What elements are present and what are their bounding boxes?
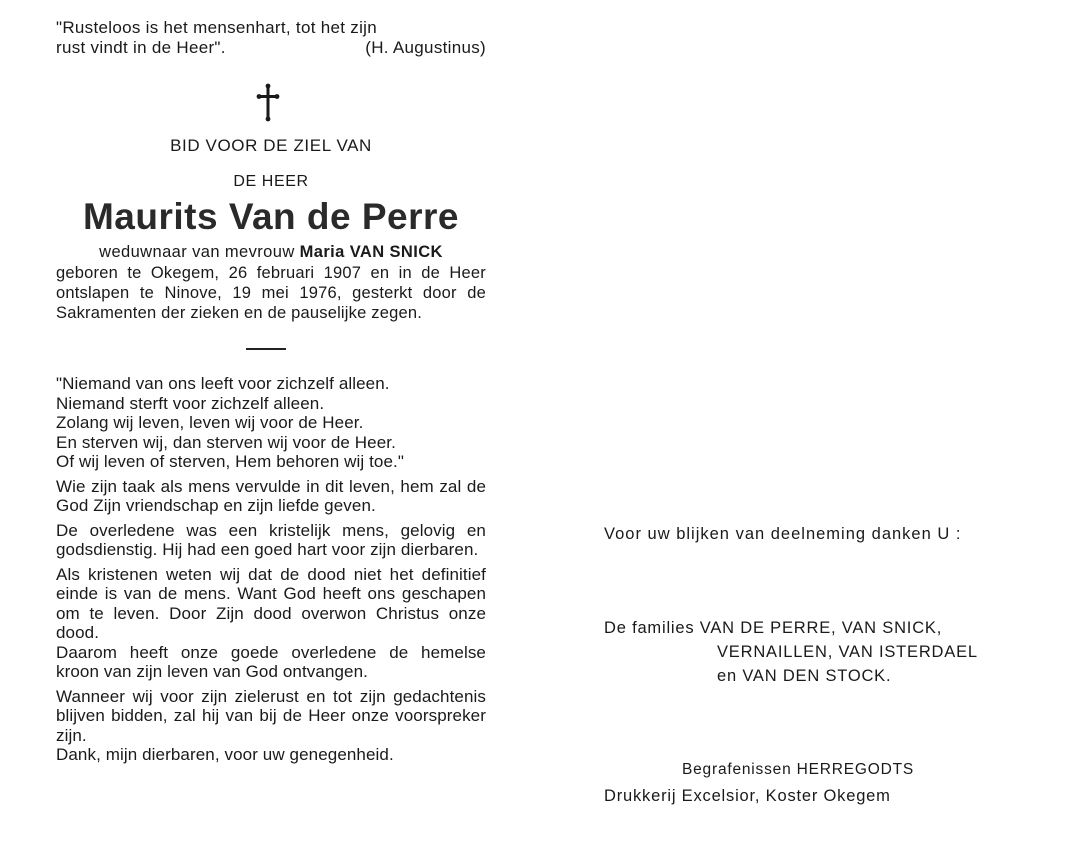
poem-line: Zolang wij leven, leven wij voor de Heer. (56, 413, 364, 432)
widow-prefix: weduwnaar van mevrouw (99, 243, 295, 261)
poem-line: "Niemand van ons leeft voor zichzelf alleen. (56, 374, 390, 393)
spouse-name: Maria VAN SNICK (299, 243, 443, 261)
families-line-1: De families VAN DE PERRE, VAN SNICK, (604, 619, 943, 637)
quote-line-2 (56, 38, 486, 58)
quote-line-1: "Rusteloos is het mensenhart, tot het zijn (56, 18, 378, 37)
divider (246, 348, 286, 350)
left-column (56, 18, 486, 764)
title-heading: DE HEER (233, 173, 309, 190)
deceased-name: Maurits Van de Perre (82, 196, 460, 237)
paragraph: Wanneer wij voor zijn zielerust en tot zijn gedachtenis blijven bidden, zal hij van bij de Heer onze voorspreker zijn. (56, 686, 486, 745)
poem-line: Of wij leven of sterven, Hem behoren wij toe." (56, 452, 404, 471)
quote-author: (H. Augustinus) (365, 38, 486, 57)
widow-line (56, 243, 486, 262)
paragraph: Als kristenen weten wij dat de dood niet het definitief einde is van de mens. Want God heeft ons geschapen om te leven. Door Zijn dood overwon Christus onze dood. (56, 564, 486, 642)
augustinus-quote (56, 18, 486, 58)
printer-line: Drukkerij Excelsior, Koster Okegem (604, 787, 891, 805)
main-text (56, 374, 486, 770)
families-line-3: en VAN DEN STOCK. (717, 667, 892, 685)
families-line-2: VERNAILLEN, VAN ISTERDAEL (717, 643, 978, 661)
prayer-heading: BID VOOR DE ZIEL VAN (170, 136, 372, 155)
quote-text: rust vindt in de Heer". (56, 38, 226, 57)
funeral-home: Begrafenissen HERREGODTS (682, 761, 914, 778)
thanks-line: Voor uw blijken van deelneming danken U : (604, 525, 962, 543)
paragraph: Daarom heeft onze goede overledene de hemelse kroon van zijn leven van God ontvangen. (56, 642, 486, 681)
paragraph: Wie zijn taak als mens vervulde in dit leven, hem zal de God Zijn vriendschap en zijn liefde geven. (56, 476, 486, 515)
poem-line: Niemand sterft voor zichzelf alleen. (56, 393, 325, 413)
poem-line: En sterven wij, dan sterven wij voor de Heer. (56, 432, 396, 452)
biography: geboren te Okegem, 26 februari 1907 en in de Heer ontslapen te Ninove, 19 mei 1976, gesterkt door de Sakramenten der zieken en de pauselijke zegen. (56, 264, 486, 322)
paragraph: De overledene was een kristelijk mens, gelovig en godsdienstig. Hij had een goed hart voor zijn dierbaren. (56, 520, 486, 559)
families-block (604, 616, 978, 688)
cross-icon (256, 82, 280, 122)
poem (56, 374, 486, 472)
paragraph: Dank, mijn dierbaren, voor uw genegenheid. (56, 745, 394, 764)
